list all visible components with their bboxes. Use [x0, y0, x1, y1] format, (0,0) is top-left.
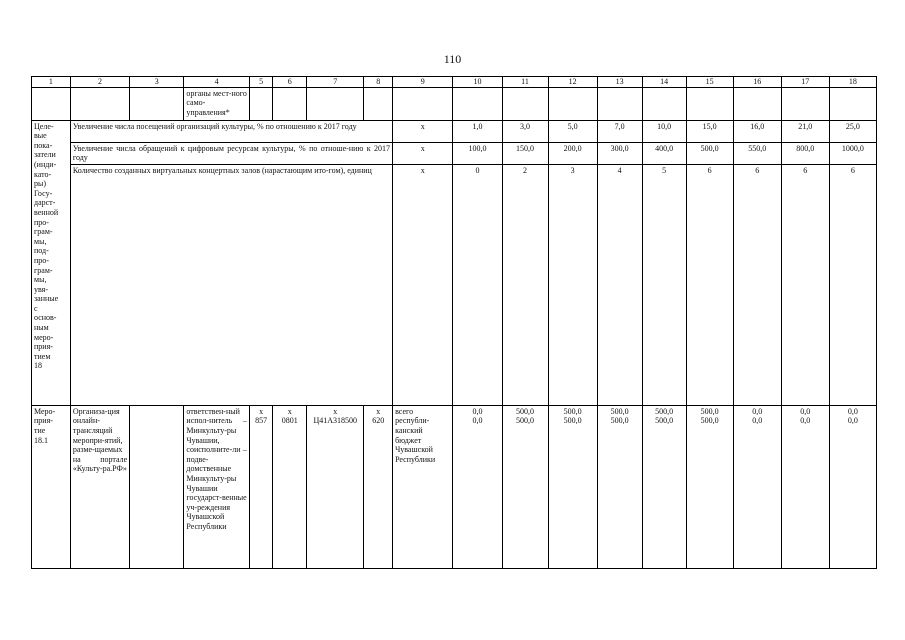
- code-section: х 0801: [273, 405, 307, 568]
- indicator-row: [32, 164, 877, 405]
- funding-source-total: всего: [395, 406, 414, 416]
- indicator-mark: х: [393, 164, 453, 405]
- indicator-value: 1,0: [453, 120, 502, 142]
- indicator-text: Количество созданных виртуальных концертных залов (нарастающим ито-гом), единиц: [70, 164, 392, 405]
- continuation-row: [32, 87, 877, 120]
- indicator-value: 550,0: [733, 142, 781, 164]
- indicator-row: [32, 120, 877, 142]
- indicator-value: 200,0: [548, 142, 597, 164]
- funding-value: 0,0 0,0: [781, 405, 829, 568]
- col-number: 7: [307, 77, 364, 88]
- indicator-row: [32, 142, 877, 164]
- indicator-value: 25,0: [829, 120, 876, 142]
- funding-sources: [393, 405, 453, 568]
- col-number: 15: [686, 77, 733, 88]
- indicator-mark: х: [393, 120, 453, 142]
- code-target-article: х Ц41А318500: [307, 405, 364, 568]
- col-number: 9: [393, 77, 453, 88]
- indicator-value: 16,0: [733, 120, 781, 142]
- funding-source-republic: республи-канский бюджет Чувашской Республики: [395, 416, 436, 464]
- code-expense-group: х 620: [364, 405, 393, 568]
- col-number: 13: [597, 77, 642, 88]
- indicator-value: 3,0: [502, 120, 548, 142]
- col-number: 2: [70, 77, 129, 88]
- col-number: 16: [733, 77, 781, 88]
- col-number: 5: [249, 77, 273, 88]
- target-indicators-label: Целе- вые пока- затели (инди- като- ры) Госу- дарст- венной про- грам- мы, под- про- грам- мы, увя- занные с основ- ным меро- прия- тием 18: [32, 120, 71, 405]
- indicator-value: 6: [686, 164, 733, 405]
- col-number: 14: [642, 77, 686, 88]
- funding-value: 500,0 500,0: [597, 405, 642, 568]
- indicator-value: 2: [502, 164, 548, 405]
- col-number: 10: [453, 77, 502, 88]
- indicator-value: 300,0: [597, 142, 642, 164]
- indicator-value: 400,0: [642, 142, 686, 164]
- funding-value: 500,0 500,0: [642, 405, 686, 568]
- funding-value: 500,0 500,0: [502, 405, 548, 568]
- indicator-value: 6: [829, 164, 876, 405]
- event-responsible: ответствен-ный испол-нитель – Минкульту-ры Чувашии, соисполните-ли – подве-домственные Минкульту-ры Чувашии государст-венные уч-реждения Чувашской Республики: [184, 405, 249, 568]
- indicator-value: 5,0: [548, 120, 597, 142]
- funding-value: 0,0 0,0: [733, 405, 781, 568]
- col-number: 11: [502, 77, 548, 88]
- indicator-value: 0: [453, 164, 502, 405]
- col-number: 4: [184, 77, 249, 88]
- indicator-text: Увеличение числа посещений организаций культуры, % по отношению к 2017 году: [70, 120, 392, 142]
- indicator-value: 150,0: [502, 142, 548, 164]
- indicator-text: Увеличение числа обращений к цифровым ресурсам культуры, % по отноше-нию к 2017 году: [70, 142, 392, 164]
- indicator-value: 15,0: [686, 120, 733, 142]
- col-number: 18: [829, 77, 876, 88]
- col-number: 8: [364, 77, 393, 88]
- indicator-value: 6: [733, 164, 781, 405]
- event-subprogram: [130, 405, 184, 568]
- funding-value: 500,0 500,0: [548, 405, 597, 568]
- funding-value: 0,0 0,0: [829, 405, 876, 568]
- indicator-value: 5: [642, 164, 686, 405]
- col-number: 17: [781, 77, 829, 88]
- program-table: [31, 76, 877, 569]
- indicator-value: 100,0: [453, 142, 502, 164]
- col-number: 6: [273, 77, 307, 88]
- indicator-value: 6: [781, 164, 829, 405]
- column-number-row: [32, 77, 877, 88]
- funding-value: 500,0 500,0: [686, 405, 733, 568]
- indicator-value: 21,0: [781, 120, 829, 142]
- indicator-value: 1000,0: [829, 142, 876, 164]
- event-title: Организа-ция онлайн-трансляций меропри-ятий, разме-щаемых на портале «Культу-ра.РФ»: [70, 405, 129, 568]
- indicator-value: 7,0: [597, 120, 642, 142]
- col-number: 1: [32, 77, 71, 88]
- code-administrator: х 857: [249, 405, 273, 568]
- indicator-value: 800,0: [781, 142, 829, 164]
- indicator-value: 500,0: [686, 142, 733, 164]
- event-number: Меро- прия- тие 18.1: [32, 405, 71, 568]
- funding-value: 0,0 0,0: [453, 405, 502, 568]
- indicator-value: 3: [548, 164, 597, 405]
- page-number: 110: [443, 52, 462, 66]
- col-number: 12: [548, 77, 597, 88]
- indicator-value: 4: [597, 164, 642, 405]
- col-number: 3: [130, 77, 184, 88]
- indicator-mark: х: [393, 142, 453, 164]
- responsible-continuation: органы мест-ного само-управления*: [184, 87, 249, 120]
- indicator-value: 10,0: [642, 120, 686, 142]
- event-row: [32, 405, 877, 568]
